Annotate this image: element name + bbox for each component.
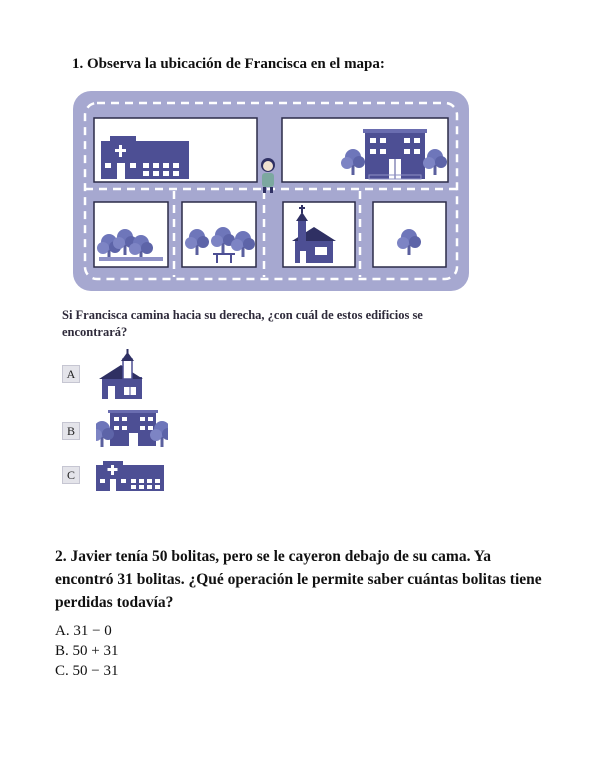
map-block-school [282, 118, 448, 182]
question-1-title: 1. Observa la ubicación de Francisca en el mapa: [72, 56, 385, 72]
map-block-park [182, 202, 256, 267]
map-block-trees-1 [94, 202, 168, 267]
church-icon [96, 349, 146, 401]
question-2-text: 2. Javier tenía 50 bolitas, pero se le cayeron debajo de su cama. Ya encontró 31 bolitas. ¿Qué operación le permite saber cuántas bolitas tiene perdidas todavía? [55, 548, 542, 611]
school-building-icon [96, 409, 168, 449]
option-letter: B [62, 422, 80, 440]
hospital-icon [96, 459, 166, 491]
question-2-answers [55, 621, 118, 681]
neighborhood-map [73, 91, 469, 291]
map-block-hospital [94, 118, 257, 182]
answer-option-c[interactable]: C. 50 − 31 [55, 663, 119, 679]
answer-option-a[interactable]: A. 31 − 0 [55, 623, 112, 639]
map-block-tree [373, 202, 446, 267]
answer-option-b[interactable]: B. 50 + 31 [55, 643, 119, 659]
option-letter: C [62, 466, 80, 484]
option-letter: A [62, 365, 80, 383]
map-block-church [283, 202, 355, 267]
question-1-prompt: Si Francisca camina hacia su derecha, ¿con cuál de estos edificios se encontrará? [62, 308, 423, 339]
